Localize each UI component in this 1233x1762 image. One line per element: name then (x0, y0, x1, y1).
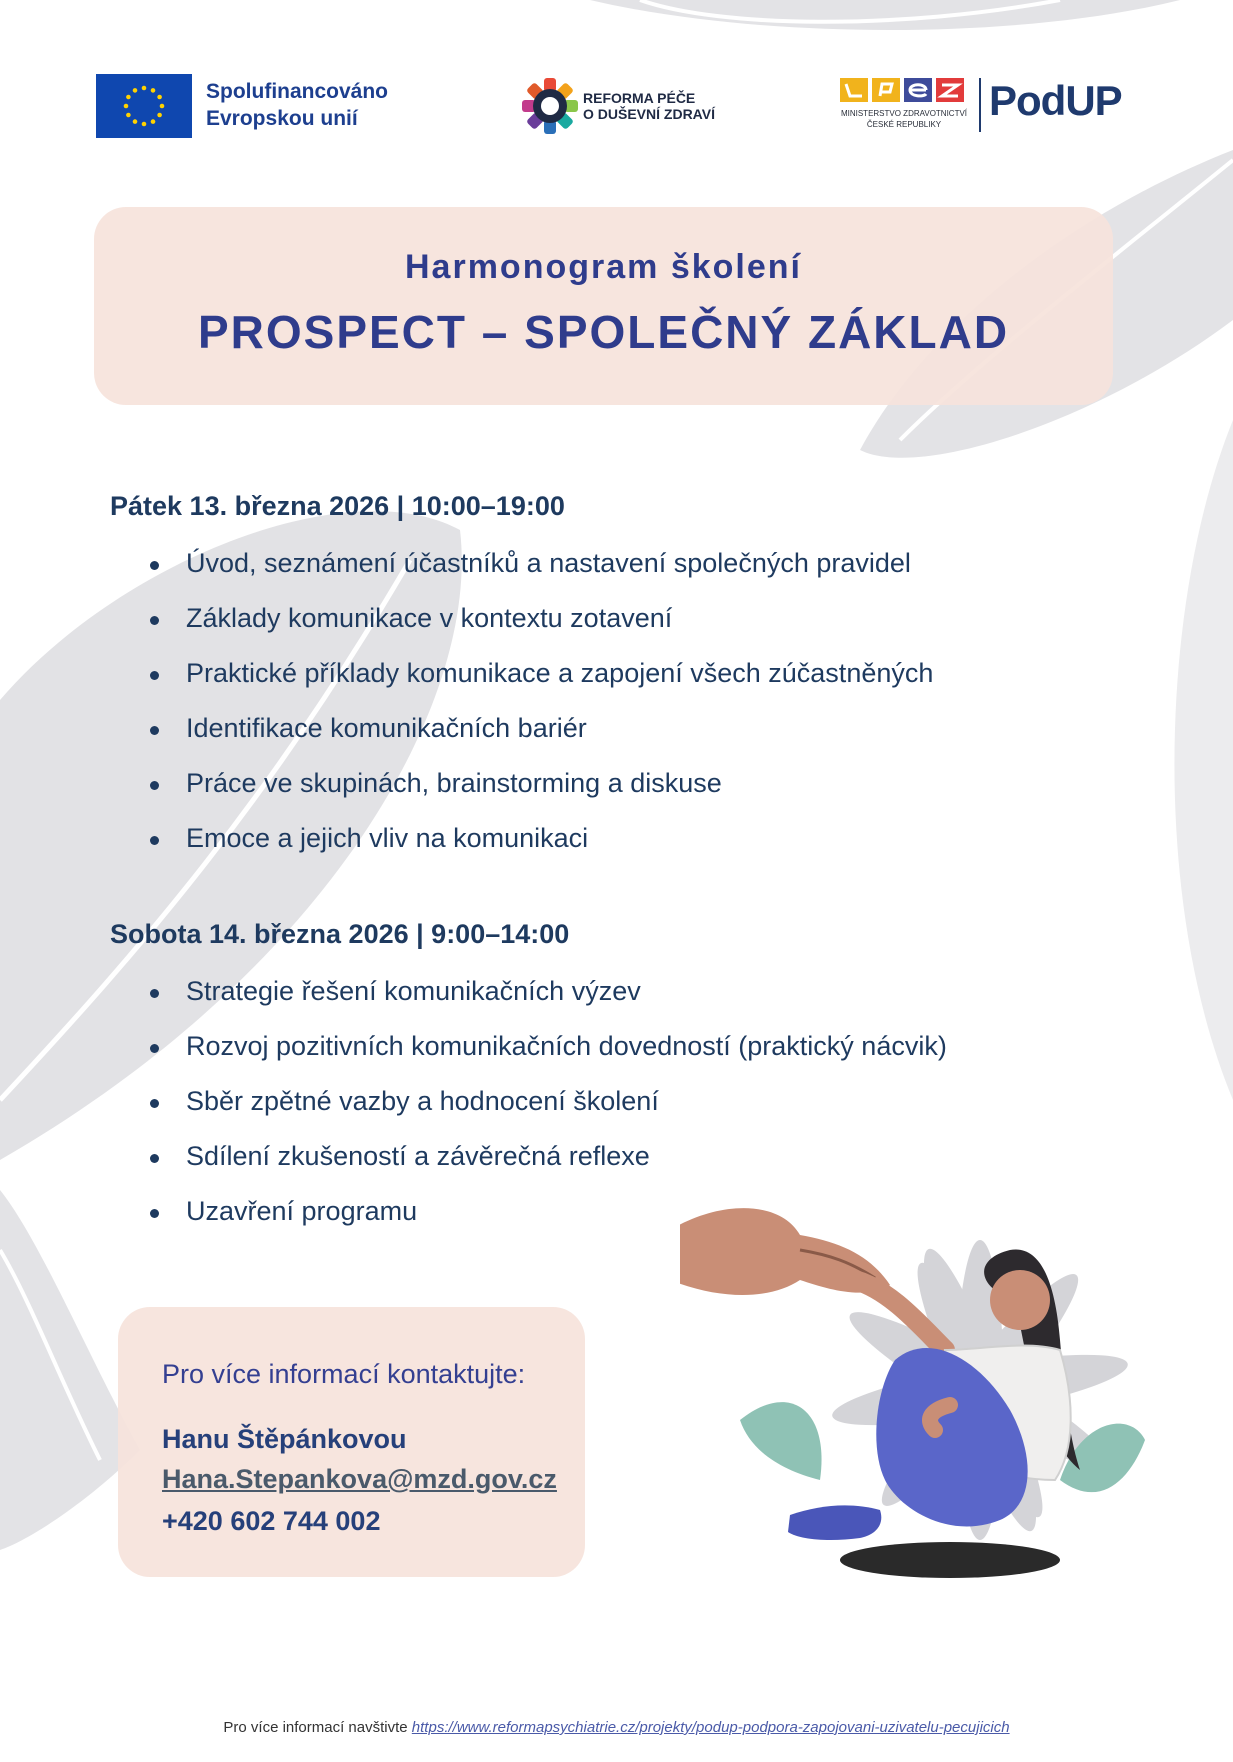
footer-text: Pro více informací navštivte (223, 1719, 408, 1736)
list-item: Rozvoj pozitivních komunikačních dovedností (praktický nácvik) (140, 1030, 947, 1085)
ministry-line1: MINISTERSTVO ZDRAVOTNICTVÍ (840, 109, 968, 118)
ministry-logo (840, 76, 966, 104)
day-heading-saturday: Sobota 14. března 2026 | 9:00–14:00 (110, 919, 570, 949)
ministry-line2: ČESKÉ REPUBLIKY (866, 120, 942, 129)
shoe (788, 1505, 881, 1540)
header (0, 0, 1233, 160)
contact-label: Pro více informací kontaktujte: (162, 1359, 526, 1389)
list-item: Emoce a jejich vliv na komunikaci (140, 822, 933, 877)
list-item: Uzavření programu (140, 1195, 947, 1250)
helping-hand-illustration (680, 1150, 1220, 1690)
eu-flag-logo (96, 74, 192, 138)
page-subtitle: Harmonogram školení (405, 248, 802, 286)
ministry-text (840, 108, 968, 130)
list-item: Identifikace komunikačních bariér (140, 712, 933, 767)
schedule-list-friday (140, 547, 933, 877)
list-item: Úvod, seznámení účastníků a nastavení společných pravidel (140, 547, 933, 602)
contact-email-link[interactable]: Hana.Stepankova@mzd.gov.cz (162, 1464, 557, 1494)
logo-divider (979, 78, 981, 132)
podup-logo: PodUP (989, 77, 1122, 124)
contact-phone: +420 602 744 002 (162, 1506, 381, 1536)
eu-line2: Evropskou unií (206, 107, 358, 130)
title-box (94, 207, 1113, 405)
reforma-line1: REFORMA PÉČE (583, 90, 696, 106)
face (990, 1270, 1050, 1330)
list-item: Sdílení zkušeností a závěrečná reflexe (140, 1140, 947, 1195)
footer-link[interactable]: https://www.reformapsychiatrie.cz/projekty/podup-podpora-zapojovani-uzivatelu-pecujicich (411, 1719, 1010, 1736)
list-item: Práce ve skupinách, brainstorming a diskuse (140, 767, 933, 822)
list-item: Sběr zpětné vazby a hodnocení školení (140, 1085, 947, 1140)
list-item: Praktické příklady komunikace a zapojení všech zúčastněných (140, 657, 933, 712)
reforma-text (583, 90, 715, 122)
shadow (840, 1542, 1060, 1578)
eu-line1: Spolufinancováno (206, 80, 389, 103)
page-title: PROSPECT – SPOLEČNÝ ZÁKLAD (197, 306, 1010, 358)
list-item: Základy komunikace v kontextu zotavení (140, 602, 933, 657)
eu-cofinancing-text (206, 78, 388, 132)
reforma-gear-logo (520, 76, 580, 136)
list-item: Strategie řešení komunikačních výzev (140, 975, 947, 1030)
day-heading-friday: Pátek 13. března 2026 | 10:00–19:00 (110, 491, 565, 521)
reforma-line2: O DUŠEVNÍ ZDRAVÍ (583, 106, 715, 122)
contact-box (118, 1307, 585, 1577)
leaf (740, 1402, 822, 1480)
contact-name: Hanu Štěpánkovou (162, 1424, 407, 1454)
footer (0, 1719, 1233, 1736)
